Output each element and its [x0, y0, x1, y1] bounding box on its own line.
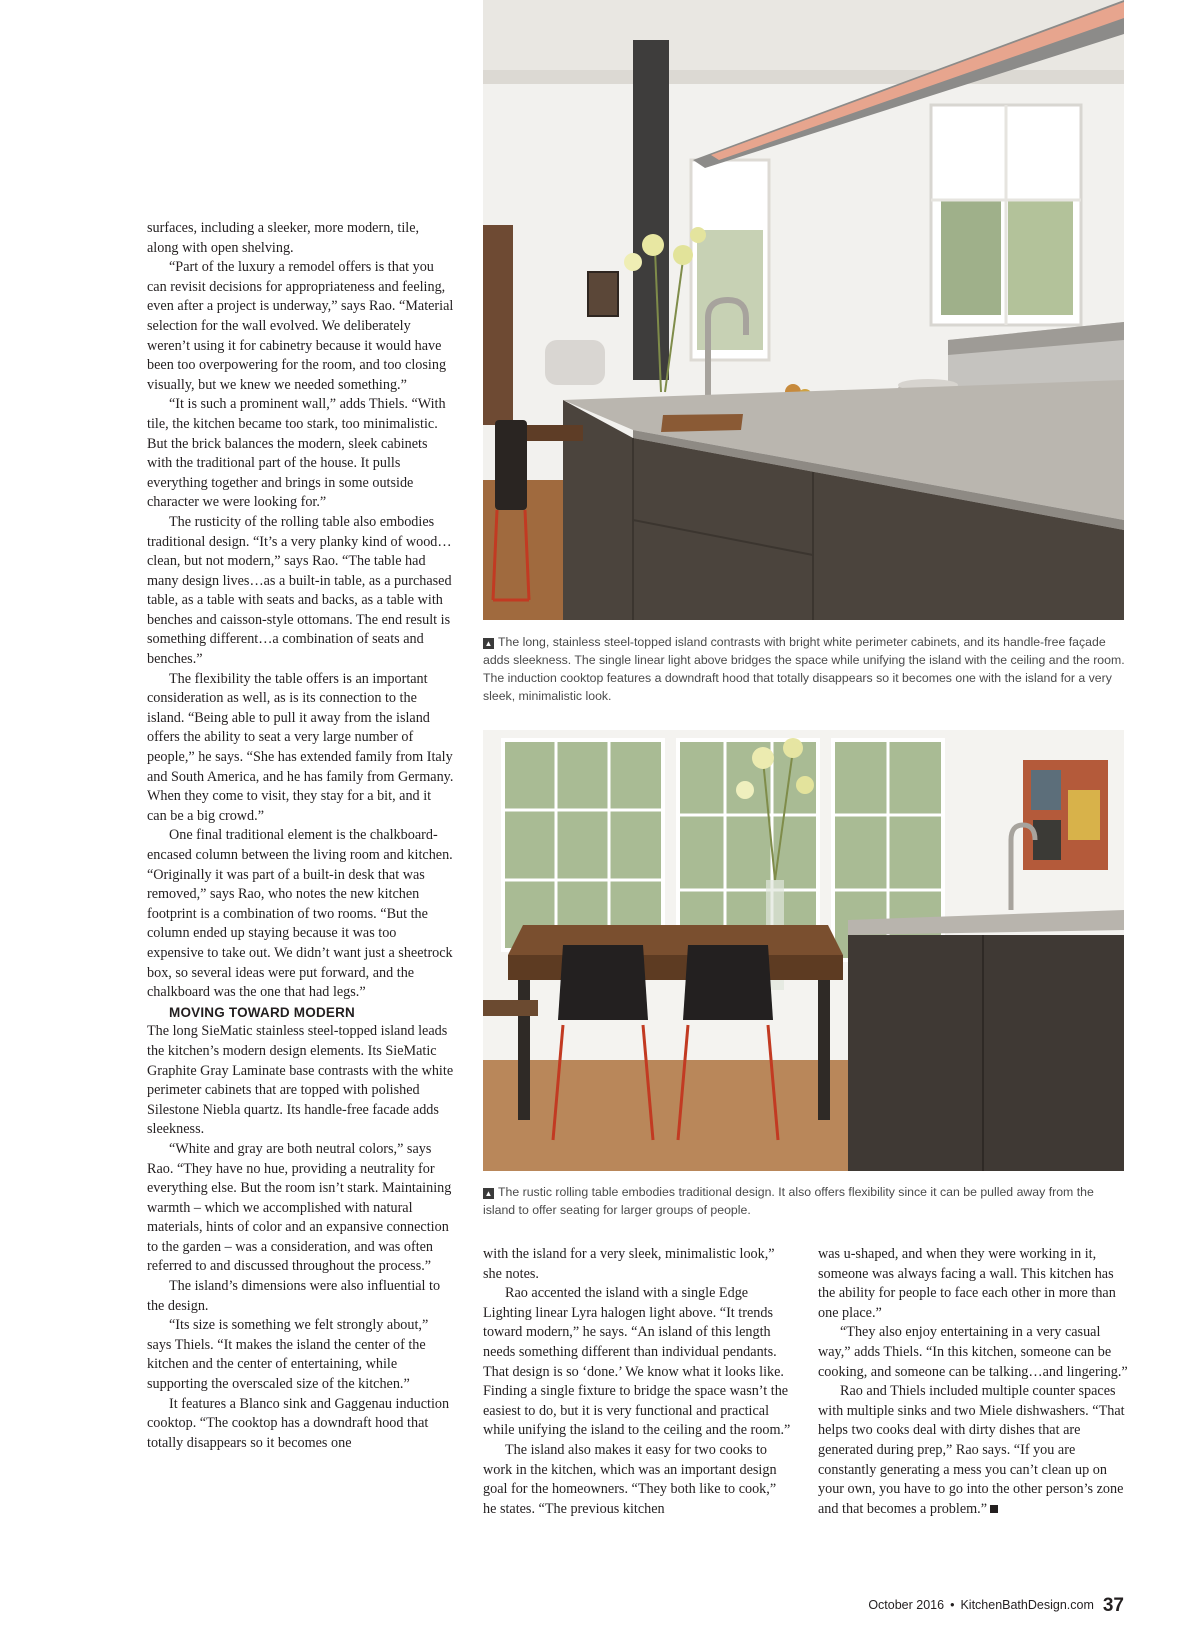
paragraph: It features a Blanco sink and Gaggenau induction cooktop. “The cooktop has a downdraft hood that totally disappears so it becomes one	[147, 1395, 450, 1451]
end-mark-icon	[990, 1505, 998, 1513]
footer-separator: •	[950, 1598, 955, 1612]
dining-table-photo	[483, 730, 1124, 1171]
photo-caption	[483, 1183, 1126, 1219]
paragraph: The island’s dimensions were also influential to the design.	[147, 1278, 441, 1314]
paragraph: “Part of the luxury a remodel offers is that you can revisit decisions for appropriateness and feeling, even after a project is underway,” says Rao. “Material selection for the wall evolved. We deliberately weren’t using it for cabinetry because it would have been too overpowering for the room, and too closing visually, but we knew we needed something.”	[147, 259, 454, 393]
article-column-left	[147, 219, 454, 1453]
paragraph: The long SieMatic stainless steel-topped island leads the kitchen’s modern design elements. Its SieMatic Graphite Gray Laminate base contrasts with the white perimeter cabinets that are topped with polished Silestone Niebla quartz. Its handle-free facade adds sleekness.	[147, 1023, 454, 1138]
article-column-right	[818, 1245, 1128, 1519]
paragraph: “White and gray are both neutral colors,” says Rao. “They have no hue, providing a neutrality for everything else. But the room isn’t stark. Maintaining warmth – which we accomplished with natural materials, hints of color and an expansive connection to the garden – was a consideration, and was often referred to and discussed throughout the process.”	[147, 1140, 452, 1275]
footer-site: KitchenBathDesign.com	[960, 1598, 1094, 1612]
paragraph: “They also enjoy entertaining in a very casual way,” adds Thiels. “In this kitchen, someone can be cooking, and someone can be talking…and lingering.”	[818, 1324, 1128, 1380]
kitchen-island-illustration	[483, 0, 1124, 620]
paragraph: The flexibility the table offers is an important consideration as well, as is its connection to the island. “Being able to pull it away from the island offers the ability to seat a very large number of people,” he says. “She has extended family from Italy and South America, and he has family from Germany. When they come to visit, they stay for a bit, and it can be a big crowd.”	[147, 670, 454, 824]
paragraph: One final traditional element is the chalkboard-encased column between the living room and kitchen. “Originally it was part of a built-in desk that was removed,” says Rao, who notes the new kitchen footprint is a combination of two rooms. “But the column ended up staying because it was too expensive to take out. We didn’t want just a sheetrock box, so several ideas were put forward, and the chalkboard was the one that had legs.”	[147, 827, 453, 1001]
photo-caption	[483, 633, 1126, 705]
article-column-middle	[483, 1245, 793, 1519]
section-subhead: MOVING TOWARD MODERN	[169, 1004, 355, 1020]
paragraph	[818, 1382, 1128, 1519]
page-number: 37	[1102, 1595, 1124, 1616]
caption-text: The long, stainless steel-topped island contrasts with bright white perimeter cabinets, and its handle-free façade adds sleekness. The single linear light above bridges the space while unifying the island with the ceiling and the room. The induction cooktop features a downdraft hood that totally disappears so it becomes one with the island for a very sleek, minimalistic look.	[483, 635, 1125, 703]
camera-icon: ▲	[484, 639, 493, 648]
paragraph: with the island for a very sleek, minimalistic look,” she notes.	[483, 1246, 775, 1282]
dining-table-illustration	[483, 730, 1124, 1171]
paragraph-text: Rao and Thiels included multiple counter spaces with multiple sinks and two Miele dishwashers. “That helps two cooks deal with dirty dishes that are generated during prep,” Rao says. “If you are constantly generating a mess you can’t clean up on your own, you have to go into the other person’s zone and that becomes a problem.”	[818, 1383, 1125, 1517]
footer-date: October 2016	[868, 1598, 945, 1612]
camera-icon: ▲	[484, 1189, 493, 1198]
page-footer	[868, 1595, 1124, 1617]
paragraph: “It is such a prominent wall,” adds Thiels. “With tile, the kitchen became too stark, too minimalistic. But the brick balances the modern, sleek cabinets with the traditional part of the house. It pulls everything together and brings in some outside character we were looking for.”	[147, 396, 446, 511]
kitchen-island-photo	[483, 0, 1124, 620]
caption-text: The rustic rolling table embodies traditional design. It also offers flexibility since it can be pulled away from the island to offer seating for larger groups of people.	[483, 1185, 1094, 1217]
paragraph: surfaces, including a sleeker, more modern, tile, along with open shelving.	[147, 220, 420, 256]
paragraph: The rusticity of the rolling table also embodies traditional design. “It’s a very planky kind of wood…clean, but not modern,” says Rao. “The table had many design lives…as a built-in table, as a purchased table, as a table with seats and backs, as a table with benches and caisson-style ottomans. The end result is something different…a combination of seats and benches.”	[147, 513, 452, 668]
paragraph: “Its size is something we felt strongly about,” says Thiels. “It makes the island the center of the kitchen and the center of entertaining, while supporting the overscaled size of the kitchen.”	[147, 1317, 429, 1393]
paragraph: Rao accented the island with a single Edge Lighting linear Lyra halogen light above. “It trends toward modern,” he says. “An island of this length needs something different than individual pendants. That design is so ‘done.’ We know what it looks like. Finding a single fixture to bridge the space wasn’t the easiest to do, but it is very functional and practical while unifying the island to the ceiling and the room.”	[483, 1285, 791, 1439]
paragraph: The island also makes it easy for two cooks to work in the kitchen, which was an important design goal for the homeowners. “They both like to cook,” he states. “The previous kitchen	[483, 1441, 777, 1517]
paragraph: was u-shaped, and when they were working in it, someone was always facing a wall. This kitchen has the ability for people to face each other in more than one place.”	[818, 1246, 1116, 1321]
